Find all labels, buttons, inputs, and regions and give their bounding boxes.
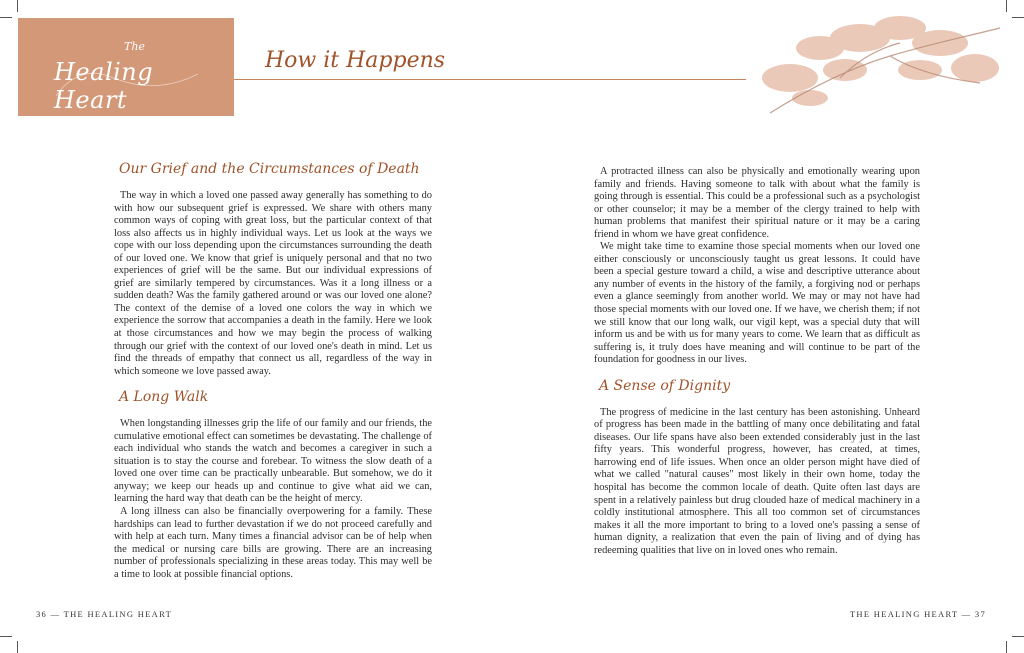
footer-right: THE HEALING HEART — 37 (849, 609, 986, 619)
page-title: How it Happens (265, 48, 446, 73)
book-logo (18, 18, 234, 116)
section-title: A Long Walk (119, 389, 209, 406)
tree-illustration (750, 8, 1010, 118)
crop-mark (17, 0, 18, 12)
logo-title: Healing Heart (54, 58, 154, 114)
logo-the: The (124, 40, 145, 53)
paragraph: A protracted illness can also be physically and emotionally wearing upon family and friends. Having someone to talk with about what the family is going through is essential. This could be a professional such as a psychologist or other counselor; it may be a member of the clergy trained to help with human problems that manifest their spiritual nature or it may be a caring friend in whom we have great confidence. (594, 166, 920, 240)
footer-left: 36 — THE HEALING HEART (36, 609, 173, 619)
crop-mark (0, 17, 12, 18)
left-column (114, 160, 432, 581)
right-column (594, 166, 920, 557)
section-title: A Sense of Dignity (599, 377, 731, 394)
crop-mark (1012, 636, 1024, 637)
crop-mark (1006, 641, 1007, 653)
crop-mark (0, 636, 12, 637)
paragraph: When longstanding illnesses grip the life of our family and our friends, the cumulative emotional effect can sometimes be devastating. The challenge of each individual who stands the watch and becomes a caregiver in such a situation is to stay the course and forebear. To witness the slow death of a loved one over time can be practically unbearable. But somehow, we do it anyway; we keep our heads up and continue to give what aid we can, learning the hard way that death can be the height of mercy. (114, 418, 432, 505)
paragraph: A long illness can also be financially overpowering for a family. These hardships can lead to further devastation if we do not proceed carefully and with help at each turn. Many times a financial advisor can be of help when the medical or nursing care bills are growing. There are an increasing number of professionals specializing in these areas today. This may well be a time to look at possible financial options. (114, 506, 432, 580)
paragraph: The way in which a loved one passed away generally has something to do with how our subsequent grief is expressed. We share with others many common ways of coping with great loss, but the particular context of that loss also affects us in highly individual ways. Let us look at the ways we cope with our loss depending upon the circumstances surrounding the death of our loved one. We know that grief is uniquely personal and that no two experiences of grief will be the same. But our individual expressions of grief are similarly tempered by circumstances. Was it a long illness or a sudden death? Was the family gathered around or was our loved one alone? The context of the demise of a loved one colors the way in which we experience the sorrow that accompanies a death in the family. Here we look at those circumstances and how we may begin the process of walking through our grief with the context of our loved one's death in mind. Let us find the threads of empathy that connect us all, regardless of the way in which someone we love passed away. (114, 190, 432, 377)
crop-mark (1012, 17, 1024, 18)
section-title: Our Grief and the Circumstances of Death (119, 161, 420, 177)
paragraph: The progress of medicine in the last century has been astonishing. Unheard of progress has been made in the battling of many once debilitating and fatal diseases. Our life spans have also been extended considerably just in the last fifty years. This wonderful progress, however, has created, at times, harrowing end of life issues. When once an older person might have died of what we called "natural causes" most likely in their own home, today the hospital has become the common locale of death. Quite often last days are spent in a relatively painless but drug clouded haze of medical machinery in a coldly institutional atmosphere. This all too common set of circumstances makes it all the more important to bring to a loved one's passing a sense of human dignity, a realization that even the pain of living and of dying has redeeming qualities that live on in loved ones who remain. (594, 406, 920, 556)
paragraph: We might take time to examine those special moments when our loved one either consciously or unconsciously taught us great lessons. It could have been a special gesture toward a child, a wise and descriptive utterance about any number of events in the history of the family, a forgiving nod or perhaps even a glance seemingly from another world. We may or may not have had those special moments with our loved one. If we have, we cherish them; if not we still know that our long walk, our vigil kept, was a special duty that will inform us and be with us for many years to come. We learn that as difficult as suffering is, it truly does have meaning and will continue to be part of the foundation for goodness in our lives. (594, 241, 920, 366)
crop-mark (17, 641, 18, 653)
header-rule (234, 79, 746, 80)
